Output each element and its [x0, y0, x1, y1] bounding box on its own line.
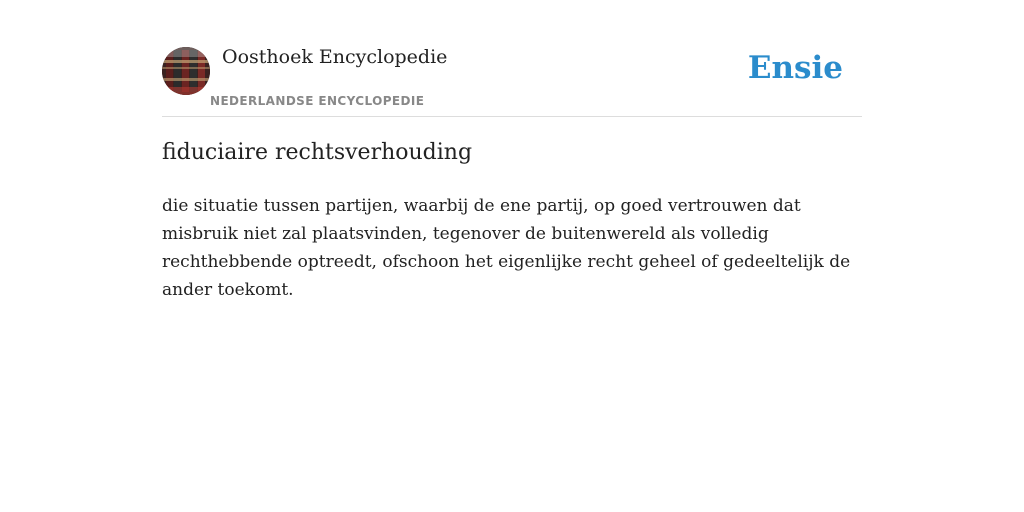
brand-logo-link[interactable]: Ensie — [747, 50, 843, 86]
encyclopedia-books-icon[interactable] — [162, 47, 210, 95]
site-subtitle: NEDERLANDSE ENCYCLOPEDIE — [210, 94, 425, 108]
article-title: fiduciaire rechtsverhouding — [162, 140, 473, 165]
site-header — [162, 40, 862, 117]
article-definition: die situatie tussen partijen, waarbij de ene partij, op goed vertrouwen dat misbruik niet zal plaatsvinden, tegenover de buitenwereld als volledig rechthebbende optreedt, ofschoon het eigenlijke recht geheel of gedeeltelijk de ander toekomt. — [162, 196, 851, 300]
site-name[interactable]: Oosthoek Encyclopedie — [222, 46, 448, 68]
